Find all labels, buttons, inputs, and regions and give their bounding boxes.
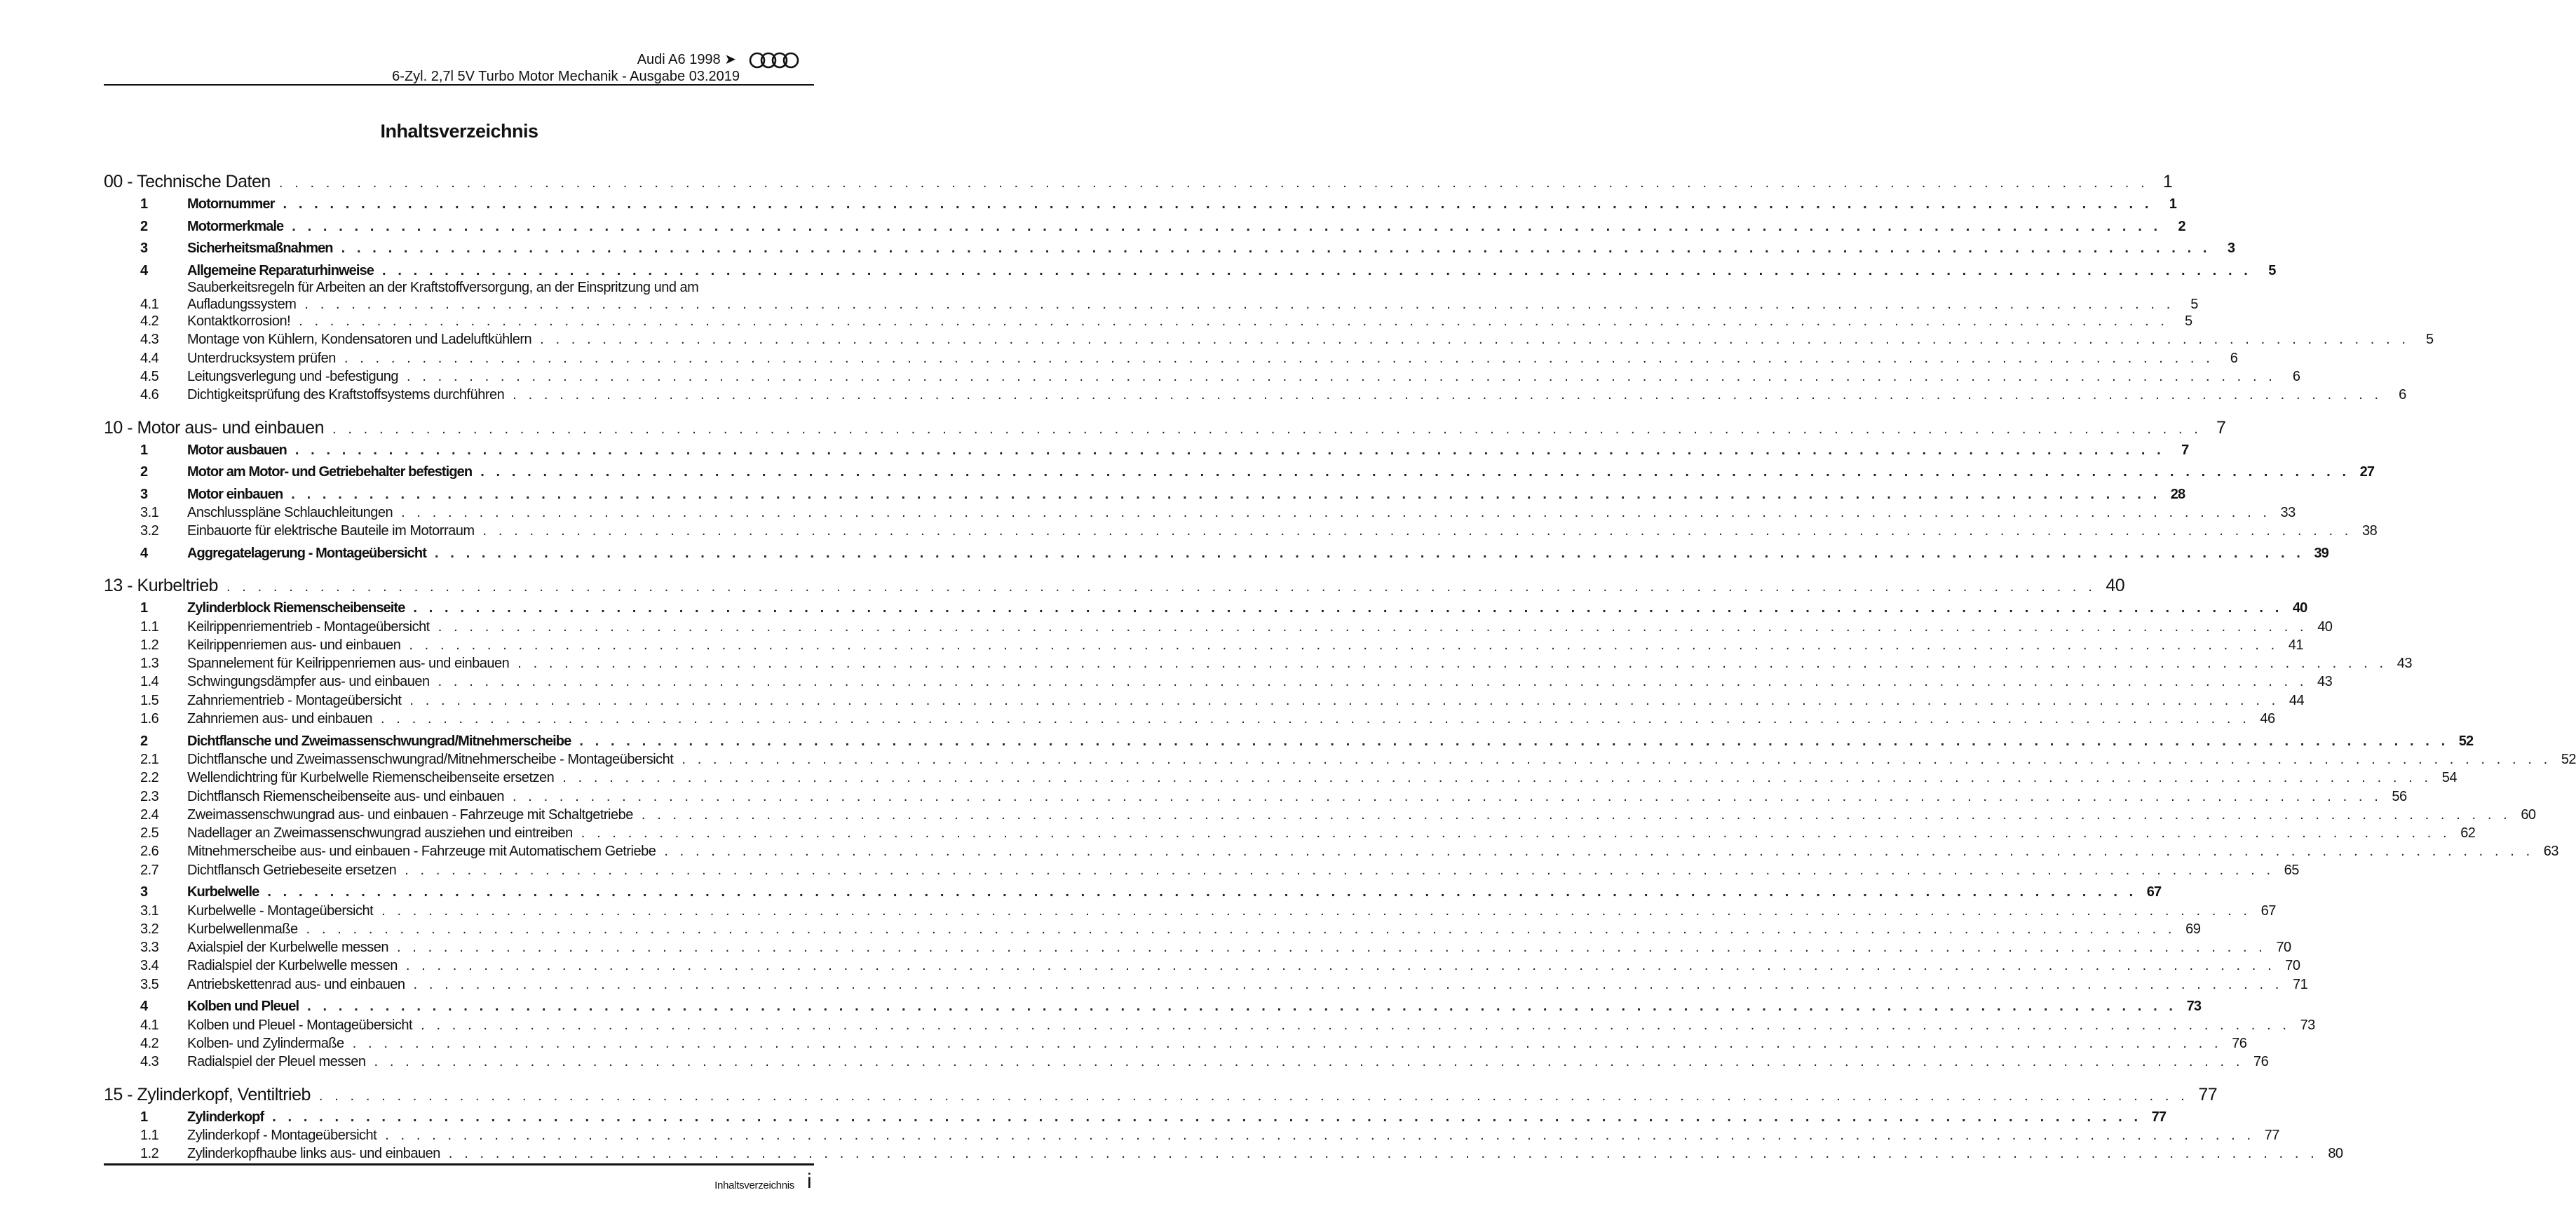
dot-leader: . . . . . . . . . . . . . . . . . . . . . . . . . . . . . . . . . . . . . . . . . . . . . . . . . . . . . . . . . . . . . . . . . . . . . . . . . . . . . . . . . . . . . . . . . . . . . . . . . . . . . . . . . . . . . . . . . . . . . . . .: [396, 940, 2267, 956]
toc-entry-number: 1.6: [140, 711, 159, 727]
toc-entry[interactable]: [104, 544, 2328, 562]
toc-entry[interactable]: [104, 861, 2299, 879]
toc-entry[interactable]: [104, 330, 2434, 349]
toc-entry-title[interactable]: Kurbelwelle: [187, 884, 259, 900]
toc-entry[interactable]: [104, 599, 2307, 617]
toc-entry-title[interactable]: 13 - Kurbeltrieb: [104, 576, 218, 596]
toc-entry[interactable]: [104, 295, 2198, 313]
toc-entry-title-line: Sauberkeitsregeln für Arbeiten an der Kraftstoffversorgung, an der Einspritzung und am: [187, 280, 699, 296]
toc-entry[interactable]: [104, 262, 2276, 280]
toc-entry[interactable]: [104, 386, 2406, 404]
toc-entry[interactable]: [104, 312, 2192, 330]
toc-entry-title[interactable]: Motor am Motor- und Getriebehalter befestigen: [187, 464, 473, 480]
toc-entry-number: 2: [140, 733, 148, 749]
dot-leader: . . . . . . . . . . . . . . . . . . . . . . . . . . . . . . . . . . . . . . . . . . . . . . . . . . . . . . . . . . . . . . . . . . . . . . . . . . . . . . . . . . . . . . . . . . . . . . . . . . . . . . . . . . . . . . . . . . . . . . . .: [299, 313, 2169, 330]
toc-entry-page[interactable]: 2: [2178, 218, 2185, 234]
dot-leader: . . . . . . . . . . . . . . . . . . . . . . . . . . . . . . . . . . . . . . . . . . . . . . . . . . . . . . . . . . . . . . . . . . . . . . . . . . . . . . . . . . . . . . . . . . . . . . . . . . . . . . . . . . . . . . . . . . . . . . . .: [381, 903, 2251, 919]
toc-entry-page[interactable]: 62: [2460, 825, 2476, 842]
toc-entry[interactable]: [104, 367, 2300, 386]
toc-entry-number: 4.1: [140, 1017, 159, 1033]
dot-leader: . . . . . . . . . . . . . . . . . . . . . . . . . . . . . . . . . . . . . . . . . . . . . . . . . . . . . . . . . . . . . . . . . . . . . . . . . . . . . . . . . . . . . . . . . . . . . . . . . . . . . . . . . . . . . . . . . . . . . . . .: [438, 619, 2308, 635]
toc-entry-title[interactable]: Mitnehmerscheibe aus- und einbauen - Fahrzeuge mit Automatischem Getriebe: [187, 844, 656, 860]
dot-leader: . . . . . . . . . . . . . . . . . . . . . . . . . . . . . . . . . . . . . . . . . . . . . . . . . . . . . . . . . . . . . . . . . . . . . . . . . . . . . . . . . . . . . . . . . . . . . . . . . . . . . . . . . . . . . . . . . . . . . . . .: [409, 637, 2279, 653]
toc-entry-page[interactable]: 44: [2289, 692, 2305, 708]
dot-leader: . . . . . . . . . . . . . . . . . . . . . . . . . . . . . . . . . . . . . . . . . . . . . . . . . . . . . . . . . . . . . . . . . . . . . . . . . . . . . . . . . . . . . . . . . . . . . . . . . . . . . . . . . . . . . . . . . . . . . . . .: [332, 421, 2202, 437]
dot-leader: . . . . . . . . . . . . . . . . . . . . . . . . . . . . . . . . . . . . . . . . . . . . . . . . . . . . . . . . . . . . . . . . . . . . . . . . . . . . . . . . . . . . . . . . . . . . . . . . . . . . . . . . . . . . . . . . . . . . . . . .: [540, 332, 2410, 348]
toc-entry-number: 1: [140, 196, 148, 212]
toc-entry-page[interactable]: 46: [2260, 711, 2275, 727]
toc-entry-page[interactable]: 67: [2260, 903, 2276, 919]
toc-entry-page[interactable]: 40: [2292, 600, 2307, 616]
toc-entry[interactable]: [104, 522, 2378, 540]
dot-leader: . . . . . . . . . . . . . . . . . . . . . . . . . . . . . . . . . . . . . . . . . . . . . . . . . . . . . . . . . . . . . . . . . . . . . . . . . . . . . . . . . . . . . . . . . . . . . . . . . . . . . . . . . . . . . . . . . . . . . . . .: [291, 486, 2161, 502]
toc-entry[interactable]: [104, 349, 2238, 367]
toc-entry-number: 3.2: [140, 921, 159, 937]
toc-entry-title[interactable]: Kurbelwelle - Montageübersicht: [187, 903, 374, 919]
footer-section: Inhaltsverzeichnis: [714, 1180, 794, 1191]
toc-entry-page[interactable]: 76: [2253, 1054, 2269, 1070]
toc-entry-title[interactable]: Kolben- und Zylindermaße: [187, 1035, 344, 1051]
toc-entry-number: 1.4: [140, 674, 159, 690]
dot-leader: . . . . . . . . . . . . . . . . . . . . . . . . . . . . . . . . . . . . . . . . . . . . . . . . . . . . . . . . . . . . . . . . . . . . . . . . . . . . . . . . . . . . . . . . . . . . . . . . . . . . . . . . . . . . . . . . . . . . . . . .: [413, 600, 2283, 616]
toc-entry-page[interactable]: 7: [2181, 442, 2189, 458]
toc-entry-number: 4.2: [140, 313, 159, 330]
dot-leader: . . . . . . . . . . . . . . . . . . . . . . . . . . . . . . . . . . . . . . . . . . . . . . . . . . . . . . . . . . . . . . . . . . . . . . . . . . . . . . . . . . . . . . . . . . . . . . . . . . . . . . . . . . . . . . . . . . . . . . . .: [344, 350, 2214, 366]
toc-entry-page[interactable]: 40: [2317, 619, 2333, 635]
toc-entry[interactable]: [104, 1053, 2269, 1071]
toc-entry-number: 2.3: [140, 788, 159, 804]
toc-entry-page[interactable]: 63: [2543, 844, 2559, 860]
dot-leader: . . . . . . . . . . . . . . . . . . . . . . . . . . . . . . . . . . . . . . . . . . . . . . . . . . . . . . . . . . . . . . . . . . . . . . . . . . . . . . . . . . . . . . . . . . . . . . . . . . . . . . . . . . . . . . . . . . . . . . . .: [272, 1109, 2142, 1125]
dot-leader: . . . . . . . . . . . . . . . . . . . . . . . . . . . . . . . . . . . . . . . . . . . . . . . . . . . . . . . . . . . . . . . . . . . . . . . . . . . . . . . . . . . . . . . . . . . . . . . . . . . . . . . . . . . . . . . . . . . . . . . .: [382, 262, 2252, 278]
toc-entry-number: 3.4: [140, 958, 159, 974]
toc-entry-title[interactable]: Nadellager an Zweimassenschwungrad ausziehen und eintreiben: [187, 825, 573, 842]
toc-entry-number: 1: [140, 1109, 148, 1125]
toc-entry-number: 1.2: [140, 637, 159, 653]
dot-leader: . . . . . . . . . . . . . . . . . . . . . . . . . . . . . . . . . . . . . . . . . . . . . . . . . . . . . . . . . . . . . . . . . . . . . . . . . . . . . . . . . . . . . . . . . . . . . . . . . . . . . . . . . . . . . . . . . . . . . . . .: [562, 770, 2432, 786]
toc-entry-page[interactable]: 3: [2227, 241, 2235, 257]
toc-entry[interactable]: [104, 1126, 2279, 1144]
toc-entry-title[interactable]: Kontaktkorrosion!: [187, 313, 291, 330]
toc-entry-page[interactable]: 80: [2328, 1146, 2343, 1162]
toc-entry[interactable]: [104, 463, 2375, 481]
toc-entry-page[interactable]: 73: [2300, 1017, 2315, 1033]
toc-entry-page[interactable]: 28: [2170, 486, 2185, 502]
toc-entry-title[interactable]: Unterdrucksystem prüfen: [187, 350, 336, 366]
toc-entry[interactable]: [104, 975, 2308, 994]
toc-entry-page[interactable]: 56: [2392, 788, 2407, 804]
toc-entry-number: 3: [140, 241, 148, 257]
dot-leader: . . . . . . . . . . . . . . . . . . . . . . . . . . . . . . . . . . . . . . . . . . . . . . . . . . . . . . . . . . . . . . . . . . . . . . . . . . . . . . . . . . . . . . . . . . . . . . . . . . . . . . . . . . . . . . . . . . . . . . . .: [513, 387, 2382, 403]
toc-entry[interactable]: [104, 997, 2202, 1015]
dot-leader: . . . . . . . . . . . . . . . . . . . . . . . . . . . . . . . . . . . . . . . . . . . . . . . . . . . . . . . . . . . . . . . . . . . . . . . . . . . . . . . . . . . . . . . . . . . . . . . . . . . . . . . . . . . . . . . . . . . . . . . .: [278, 175, 2149, 191]
dot-leader: . . . . . . . . . . . . . . . . . . . . . . . . . . . . . . . . . . . . . . . . . . . . . . . . . . . . . . . . . . . . . . . . . . . . . . . . . . . . . . . . . . . . . . . . . . . . . . . . . . . . . . . . . . . . . . . . . . . . . . . .: [306, 921, 2176, 937]
dot-leader: . . . . . . . . . . . . . . . . . . . . . . . . . . . . . . . . . . . . . . . . . . . . . . . . . . . . . . . . . . . . . . . . . . . . . . . . . . . . . . . . . . . . . . . . . . . . . . . . . . . . . . . . . . . . . . . . . . . . . . . .: [421, 1017, 2291, 1033]
toc-entry[interactable]: [104, 710, 2275, 728]
dot-leader: . . . . . . . . . . . . . . . . . . . . . . . . . . . . . . . . . . . . . . . . . . . . . . . . . . . . . . . . . . . . . . . . . . . . . . . . . . . . . . . . . . . . . . . . . . . . . . . . . . . . . . . . . . . . . . . . . . . . . . . .: [374, 1054, 2244, 1070]
toc-entry-number: 2.6: [140, 844, 159, 860]
toc-entry-page[interactable]: 70: [2285, 958, 2300, 974]
toc-entry-title[interactable]: Antriebskettenrad aus- und einbauen: [187, 976, 405, 992]
toc-entry[interactable]: [104, 938, 2291, 957]
toc-entry-title[interactable]: Dichtigkeitsprüfung des Kraftstoffsystems durchführen: [187, 387, 505, 403]
toc-entry-title[interactable]: Allgemeine Reparaturhinweise: [187, 262, 374, 278]
toc-entry-page[interactable]: 43: [2397, 656, 2412, 672]
toc-entry-number: 2.2: [140, 770, 159, 786]
toc-entry-title[interactable]: Aggregatelagerung - Montageübersicht: [187, 545, 426, 561]
toc-entry-title[interactable]: Montage von Kühlern, Kondensatoren und Ladeluftkühlern: [187, 332, 532, 348]
toc-entry-page[interactable]: 6: [2292, 368, 2300, 384]
toc-entry-number: 2.1: [140, 751, 159, 767]
toc-entry-page[interactable]: 38: [2361, 523, 2378, 539]
dot-leader: . . . . . . . . . . . . . . . . . . . . . . . . . . . . . . . . . . . . . . . . . . . . . . . . . . . . . . . . . . . . . . . . . . . . . . . . . . . . . . . . . . . . . . . . . . . . . . . . . . . . . . . . . . . . . . . . . . . . . . . .: [434, 545, 2305, 561]
toc-entry[interactable]: [104, 842, 2559, 860]
toc-entry-title[interactable]: Zylinderblock Riemenscheibenseite: [187, 600, 405, 616]
toc-entry[interactable]: [104, 902, 2276, 920]
dot-leader: . . . . . . . . . . . . . . . . . . . . . . . . . . . . . . . . . . . . . . . . . . . . . . . . . . . . . . . . . . . . . . . . . . . . . . . . . . . . . . . . . . . . . . . . . . . . . . . . . . . . . . . . . . . . . . . . . . . . . . . .: [304, 297, 2174, 313]
toc-entry-page[interactable]: 6: [2399, 387, 2406, 403]
toc-entry-number: 3: [140, 486, 148, 502]
toc-entry-number: 3: [140, 884, 148, 900]
toc-entry-page[interactable]: 43: [2317, 674, 2333, 690]
toc-entry-number: 4: [140, 262, 148, 278]
toc-entry[interactable]: [104, 217, 2185, 236]
toc-chapter[interactable]: [104, 417, 2226, 439]
toc-entry-number: 4.3: [140, 1054, 159, 1070]
toc-entry-number: 1.1: [140, 619, 159, 635]
toc-entry[interactable]: [104, 769, 2457, 787]
toc-entry[interactable]: [104, 195, 2176, 213]
toc-entry-number: 2.4: [140, 806, 159, 823]
toc-entry-title[interactable]: Wellendichtring für Kurbelwelle Riemenscheibenseite ersetzen: [187, 770, 555, 786]
toc-entry-page[interactable]: 70: [2276, 940, 2291, 956]
toc-entry-page[interactable]: 7: [2216, 417, 2226, 438]
toc-entry[interactable]: [104, 239, 2235, 257]
toc-chapter[interactable]: [104, 171, 2173, 193]
toc-entry-page[interactable]: 73: [2186, 999, 2202, 1015]
dot-leader: . . . . . . . . . . . . . . . . . . . . . . . . . . . . . . . . . . . . . . . . . . . . . . . . . . . . . . . . . . . . . . . . . . . . . . . . . . . . . . . . . . . . . . . . . . . . . . . . . . . . . . . . . . . . . . . . . . . . . . . .: [413, 976, 2283, 992]
toc-entry[interactable]: [104, 788, 2407, 806]
toc-entry-number: 1: [140, 600, 148, 616]
toc-entry-page[interactable]: 5: [2425, 332, 2434, 348]
toc-entry[interactable]: [104, 957, 2300, 975]
toc-entry-page[interactable]: 67: [2146, 884, 2162, 900]
toc-entry-page[interactable]: 54: [2441, 770, 2457, 786]
toc-entry-title[interactable]: Anschlusspläne Schlauchleitungen: [187, 505, 393, 521]
toc-entry-number: 3.3: [140, 940, 159, 956]
toc-entry-title[interactable]: Zylinderkopfhaube links aus- und einbauen: [187, 1146, 440, 1162]
toc-entry[interactable]: [104, 1016, 2315, 1034]
toc-entry[interactable]: [104, 920, 2201, 938]
toc-entry-title[interactable]: Motornummer: [187, 196, 275, 212]
toc-entry-title[interactable]: Spannelement für Keilrippenriemen aus- und einbauen: [187, 656, 510, 672]
toc-entry-number: 4.5: [140, 368, 159, 384]
toc-entry-page[interactable]: 77: [2264, 1127, 2279, 1143]
toc-chapter[interactable]: [104, 1084, 2218, 1106]
toc-entry[interactable]: [104, 750, 2576, 769]
header-subtitle: 6-Zyl. 2,7l 5V Turbo Motor Mechanik - Ausgabe 03.2019: [392, 69, 740, 84]
page-title: Inhaltsverzeichnis: [380, 121, 538, 142]
toc-entry-page[interactable]: 6: [2230, 350, 2238, 366]
toc-entry[interactable]: [104, 1144, 2343, 1163]
toc-entry-title[interactable]: Einbauorte für elektrische Bauteile im Motorraum: [187, 523, 475, 539]
toc-entry[interactable]: [104, 691, 2305, 710]
toc-entry-title[interactable]: 15 - Zylinderkopf, Ventiltrieb: [104, 1084, 311, 1104]
toc-entry-number: 3.2: [140, 523, 159, 539]
toc-entry-page[interactable]: 69: [2185, 921, 2201, 937]
dot-leader: . . . . . . . . . . . . . . . . . . . . . . . . . . . . . . . . . . . . . . . . . . . . . . . . . . . . . . . . . . . . . . . . . . . . . . . . . . . . . . . . . . . . . . . . . . . . . . . . . . . . . . . . . . . . . . . . . . . . . . . .: [664, 844, 2534, 860]
toc-entry-title[interactable]: Kolben und Pleuel: [187, 999, 299, 1015]
dot-leader: . . . . . . . . . . . . . . . . . . . . . . . . . . . . . . . . . . . . . . . . . . . . . . . . . . . . . . . . . . . . . . . . . . . . . . . . . . . . . . . . . . . . . . . . . . . . . . . . . . . . . . . . . . . . . . . . . . . . . . . .: [405, 862, 2275, 878]
toc-entry-title[interactable]: Leitungsverlegung und -befestigung: [187, 368, 399, 384]
toc-entry-title[interactable]: Radialspiel der Kurbelwelle messen: [187, 958, 398, 974]
toc-entry-page[interactable]: 41: [2288, 637, 2304, 653]
dot-leader: . . . . . . . . . . . . . . . . . . . . . . . . . . . . . . . . . . . . . . . . . . . . . . . . . . . . . . . . . . . . . . . . . . . . . . . . . . . . . . . . . . . . . . . . . . . . . . . . . . . . . . . . . . . . . . . . . . . . . . . .: [517, 656, 2387, 672]
toc-entry-title[interactable]: Zahnriementrieb - Montageübersicht: [187, 692, 402, 708]
toc-entry-number: 4: [140, 999, 148, 1015]
toc-entry-title[interactable]: 10 - Motor aus- und einbauen: [104, 417, 324, 438]
toc-entry-number: 4.3: [140, 332, 159, 348]
toc-entry[interactable]: [104, 1034, 2247, 1053]
toc-entry-title[interactable]: Dichtflansch Riemenscheibenseite aus- und einbauen: [187, 788, 504, 804]
toc-entry[interactable]: [104, 806, 2536, 824]
toc-entry-number: 1: [140, 442, 148, 458]
dot-leader: . . . . . . . . . . . . . . . . . . . . . . . . . . . . . . . . . . . . . . . . . . . . . . . . . . . . . . . . . . . . . . . . . . . . . . . . . . . . . . . . . . . . . . . . . . . . . . . . . . . . . . . . . . . . . . . . . . . . . . . .: [318, 1088, 2189, 1104]
toc-entry[interactable]: [104, 824, 2476, 842]
toc-entry-number: 3.5: [140, 976, 159, 992]
toc-entry-title[interactable]: Kolben und Pleuel - Montageübersicht: [187, 1017, 413, 1033]
toc-entry-number: 1.1: [140, 1127, 159, 1143]
toc-entry-page[interactable]: 39: [2314, 545, 2328, 561]
toc-entry-title[interactable]: Axialspiel der Kurbelwelle messen: [187, 940, 388, 956]
dot-leader: . . . . . . . . . . . . . . . . . . . . . . . . . . . . . . . . . . . . . . . . . . . . . . . . . . . . . . . . . . . . . . . . . . . . . . . . . . . . . . . . . . . . . . . . . . . . . . . . . . . . . . . . . . . . . . . . . . . . . . . .: [283, 196, 2153, 212]
toc-entry-page[interactable]: 27: [2359, 464, 2375, 480]
dot-leader: . . . . . . . . . . . . . . . . . . . . . . . . . . . . . . . . . . . . . . . . . . . . . . . . . . . . . . . . . . . . . . . . . . . . . . . . . . . . . . . . . . . . . . . . . . . . . . . . . . . . . . . . . . . . . . . . . . . . . . . .: [294, 442, 2165, 458]
toc-entry-page[interactable]: 52: [2458, 733, 2474, 749]
dot-leader: . . . . . . . . . . . . . . . . . . . . . . . . . . . . . . . . . . . . . . . . . . . . . . . . . . . . . . . . . . . . . . . . . . . . . . . . . . . . . . . . . . . . . . . . . . . . . . . . . . . . . . . . . . . . . . . . . . . . . . . .: [307, 999, 2177, 1015]
toc-entry-number: 3.1: [140, 505, 159, 521]
toc-entry-page[interactable]: 60: [2521, 806, 2536, 823]
toc-entry-page[interactable]: 1: [2169, 196, 2176, 212]
toc-entry-number: 1.5: [140, 692, 159, 708]
toc-entry[interactable]: [104, 618, 2333, 636]
toc-entry-title[interactable]: Motor ausbauen: [187, 442, 287, 458]
audi-rings-logo: [749, 52, 799, 69]
toc-entry-title[interactable]: Keilrippenriemen aus- und einbauen: [187, 637, 401, 653]
toc-entry-number: 4.4: [140, 350, 159, 366]
toc-entry-page[interactable]: 65: [2284, 862, 2299, 878]
toc-entry[interactable]: [104, 732, 2474, 750]
toc-entry-number: 1.3: [140, 656, 159, 672]
toc-entry-title[interactable]: 00 - Technische Daten: [104, 172, 271, 191]
footer-page-number: i: [807, 1170, 812, 1193]
toc-entry-title[interactable]: Zahnriemen aus- und einbauen: [187, 711, 372, 727]
dot-leader: . . . . . . . . . . . . . . . . . . . . . . . . . . . . . . . . . . . . . . . . . . . . . . . . . . . . . . . . . . . . . . . . . . . . . . . . . . . . . . . . . . . . . . . . . . . . . . . . . . . . . . . . . . . . . . . . . . . . . . . .: [226, 579, 2096, 595]
toc-entry-title[interactable]: Zylinderkopf - Montageübersicht: [187, 1127, 377, 1143]
header-model: Audi A6 1998 ➤: [637, 52, 736, 67]
toc-entry-number: 4: [140, 545, 148, 561]
toc-entry-number: 2.5: [140, 825, 159, 842]
toc-entry-number: 4.1: [140, 297, 159, 313]
toc-entry-title[interactable]: Dichtflansche und Zweimassenschwungrad/Mitnehmerscheibe - Montageübersicht: [187, 751, 674, 767]
dot-leader: . . . . . . . . . . . . . . . . . . . . . . . . . . . . . . . . . . . . . . . . . . . . . . . . . . . . . . . . . . . . . . . . . . . . . . . . . . . . . . . . . . . . . . . . . . . . . . . . . . . . . . . . . . . . . . . . . . . . . . . .: [480, 464, 2350, 480]
toc-entry-title[interactable]: Sicherheitsmaßnahmen: [187, 241, 333, 257]
toc-entry-page[interactable]: 52: [2561, 751, 2576, 767]
dot-leader: . . . . . . . . . . . . . . . . . . . . . . . . . . . . . . . . . . . . . . . . . . . . . . . . . . . . . . . . . . . . . . . . . . . . . . . . . . . . . . . . . . . . . . . . . . . . . . . . . . . . . . . . . . . . . . . . . . . . . . . .: [292, 218, 2162, 234]
toc-entry-title[interactable]: Zweimassenschwungrad aus- und einbauen - Fahrzeuge mit Schaltgetriebe: [187, 806, 633, 823]
dot-leader: . . . . . . . . . . . . . . . . . . . . . . . . . . . . . . . . . . . . . . . . . . . . . . . . . . . . . . . . . . . . . . . . . . . . . . . . . . . . . . . . . . . . . . . . . . . . . . . . . . . . . . . . . . . . . . . . . . . . . . . .: [482, 523, 2352, 539]
toc-entry-page[interactable]: 5: [2184, 313, 2192, 330]
toc-entry[interactable]: [104, 504, 2296, 522]
dot-leader: . . . . . . . . . . . . . . . . . . . . . . . . . . . . . . . . . . . . . . . . . . . . . . . . . . . . . . . . . . . . . . . . . . . . . . . . . . . . . . . . . . . . . . . . . . . . . . . . . . . . . . . . . . . . . . . . . . . . . . . .: [401, 505, 2271, 521]
toc-entry-title[interactable]: Dichtflansch Getriebeseite ersetzen: [187, 862, 397, 878]
toc-entry-number: 4.2: [140, 1035, 159, 1051]
toc-entry-page[interactable]: 33: [2280, 505, 2296, 521]
toc-entry[interactable]: [104, 673, 2333, 691]
toc-entry[interactable]: [104, 485, 2185, 504]
toc-entry-page[interactable]: 40: [2106, 576, 2125, 596]
toc-entry-number: 4.6: [140, 387, 159, 403]
dot-leader: . . . . . . . . . . . . . . . . . . . . . . . . . . . . . . . . . . . . . . . . . . . . . . . . . . . . . . . . . . . . . . . . . . . . . . . . . . . . . . . . . . . . . . . . . . . . . . . . . . . . . . . . . . . . . . . . . . . . . . . .: [352, 1035, 2223, 1051]
toc-entry-title[interactable]: Motor einbauen: [187, 486, 283, 502]
dot-leader: . . . . . . . . . . . . . . . . . . . . . . . . . . . . . . . . . . . . . . . . . . . . . . . . . . . . . . . . . . . . . . . . . . . . . . . . . . . . . . . . . . . . . . . . . . . . . . . . . . . . . . . . . . . . . . . . . . . . . . . .: [682, 751, 2551, 767]
toc-entry-number: 2: [140, 218, 148, 234]
footer-divider: [104, 1163, 814, 1165]
toc-entry-number: 2: [140, 464, 148, 480]
dot-leader: . . . . . . . . . . . . . . . . . . . . . . . . . . . . . . . . . . . . . . . . . . . . . . . . . . . . . . . . . . . . . . . . . . . . . . . . . . . . . . . . . . . . . . . . . . . . . . . . . . . . . . . . . . . . . . . . . . . . . . . .: [267, 884, 2137, 900]
toc-entry-title[interactable]: Aufladungssystem: [187, 297, 297, 313]
dot-leader: . . . . . . . . . . . . . . . . . . . . . . . . . . . . . . . . . . . . . . . . . . . . . . . . . . . . . . . . . . . . . . . . . . . . . . . . . . . . . . . . . . . . . . . . . . . . . . . . . . . . . . . . . . . . . . . . . . . . . . . .: [385, 1127, 2255, 1143]
toc-entry-page[interactable]: 5: [2190, 297, 2198, 313]
toc-entry-title[interactable]: Schwingungsdämpfer aus- und einbauen: [187, 674, 430, 690]
dot-leader: . . . . . . . . . . . . . . . . . . . . . . . . . . . . . . . . . . . . . . . . . . . . . . . . . . . . . . . . . . . . . . . . . . . . . . . . . . . . . . . . . . . . . . . . . . . . . . . . . . . . . . . . . . . . . . . . . . . . . . . .: [341, 241, 2211, 257]
dot-leader: . . . . . . . . . . . . . . . . . . . . . . . . . . . . . . . . . . . . . . . . . . . . . . . . . . . . . . . . . . . . . . . . . . . . . . . . . . . . . . . . . . . . . . . . . . . . . . . . . . . . . . . . . . . . . . . . . . . . . . . .: [448, 1146, 2319, 1162]
toc-entry-title[interactable]: Dichtflansche und Zweimassenschwungrad/Mitnehmerscheibe: [187, 733, 571, 749]
toc-chapter[interactable]: [104, 575, 2125, 597]
toc-entry-title[interactable]: Motormerkmale: [187, 218, 284, 234]
dot-leader: . . . . . . . . . . . . . . . . . . . . . . . . . . . . . . . . . . . . . . . . . . . . . . . . . . . . . . . . . . . . . . . . . . . . . . . . . . . . . . . . . . . . . . . . . . . . . . . . . . . . . . . . . . . . . . . . . . . . . . . .: [380, 711, 2251, 727]
toc-entry-page[interactable]: 71: [2292, 976, 2308, 992]
dot-leader: . . . . . . . . . . . . . . . . . . . . . . . . . . . . . . . . . . . . . . . . . . . . . . . . . . . . . . . . . . . . . . . . . . . . . . . . . . . . . . . . . . . . . . . . . . . . . . . . . . . . . . . . . . . . . . . . . . . . . . . .: [641, 806, 2511, 823]
toc-entry-title[interactable]: Radialspiel der Pleuel messen: [187, 1054, 366, 1070]
toc-entry-title[interactable]: Keilrippenriementrieb - Montageübersicht: [187, 619, 430, 635]
toc-entry-number: 3.1: [140, 903, 159, 919]
table-of-contents: [104, 171, 2576, 1163]
toc-entry-number: 1.2: [140, 1146, 159, 1162]
toc-entry-page[interactable]: 76: [2232, 1035, 2247, 1051]
dot-leader: . . . . . . . . . . . . . . . . . . . . . . . . . . . . . . . . . . . . . . . . . . . . . . . . . . . . . . . . . . . . . . . . . . . . . . . . . . . . . . . . . . . . . . . . . . . . . . . . . . . . . . . . . . . . . . . . . . . . . . . .: [405, 958, 2276, 974]
toc-entry-title[interactable]: Zylinderkopf: [187, 1109, 264, 1125]
dot-leader: . . . . . . . . . . . . . . . . . . . . . . . . . . . . . . . . . . . . . . . . . . . . . . . . . . . . . . . . . . . . . . . . . . . . . . . . . . . . . . . . . . . . . . . . . . . . . . . . . . . . . . . . . . . . . . . . . . . . . . . .: [581, 825, 2451, 842]
toc-entry[interactable]: [104, 1108, 2167, 1126]
header-divider: [104, 84, 814, 86]
toc-entry-title[interactable]: Kurbelwellenmaße: [187, 921, 298, 937]
toc-entry-page[interactable]: 5: [2268, 262, 2276, 278]
toc-entry-page[interactable]: 1: [2162, 172, 2173, 191]
toc-entry[interactable]: [104, 654, 2412, 673]
dot-leader: . . . . . . . . . . . . . . . . . . . . . . . . . . . . . . . . . . . . . . . . . . . . . . . . . . . . . . . . . . . . . . . . . . . . . . . . . . . . . . . . . . . . . . . . . . . . . . . . . . . . . . . . . . . . . . . . . . . . . . . .: [512, 788, 2382, 804]
toc-entry-page[interactable]: 77: [2198, 1084, 2218, 1104]
toc-entry-page[interactable]: 77: [2151, 1109, 2167, 1125]
dot-leader: . . . . . . . . . . . . . . . . . . . . . . . . . . . . . . . . . . . . . . . . . . . . . . . . . . . . . . . . . . . . . . . . . . . . . . . . . . . . . . . . . . . . . . . . . . . . . . . . . . . . . . . . . . . . . . . . . . . . . . . .: [407, 368, 2277, 384]
toc-entry[interactable]: [104, 441, 2189, 459]
dot-leader: . . . . . . . . . . . . . . . . . . . . . . . . . . . . . . . . . . . . . . . . . . . . . . . . . . . . . . . . . . . . . . . . . . . . . . . . . . . . . . . . . . . . . . . . . . . . . . . . . . . . . . . . . . . . . . . . . . . . . . . .: [438, 674, 2308, 690]
dot-leader: . . . . . . . . . . . . . . . . . . . . . . . . . . . . . . . . . . . . . . . . . . . . . . . . . . . . . . . . . . . . . . . . . . . . . . . . . . . . . . . . . . . . . . . . . . . . . . . . . . . . . . . . . . . . . . . . . . . . . . . .: [579, 733, 2449, 749]
toc-entry[interactable]: [104, 883, 2162, 901]
dot-leader: . . . . . . . . . . . . . . . . . . . . . . . . . . . . . . . . . . . . . . . . . . . . . . . . . . . . . . . . . . . . . . . . . . . . . . . . . . . . . . . . . . . . . . . . . . . . . . . . . . . . . . . . . . . . . . . . . . . . . . . .: [409, 692, 2279, 708]
toc-entry-number: 2.7: [140, 862, 159, 878]
toc-entry[interactable]: [104, 636, 2304, 654]
